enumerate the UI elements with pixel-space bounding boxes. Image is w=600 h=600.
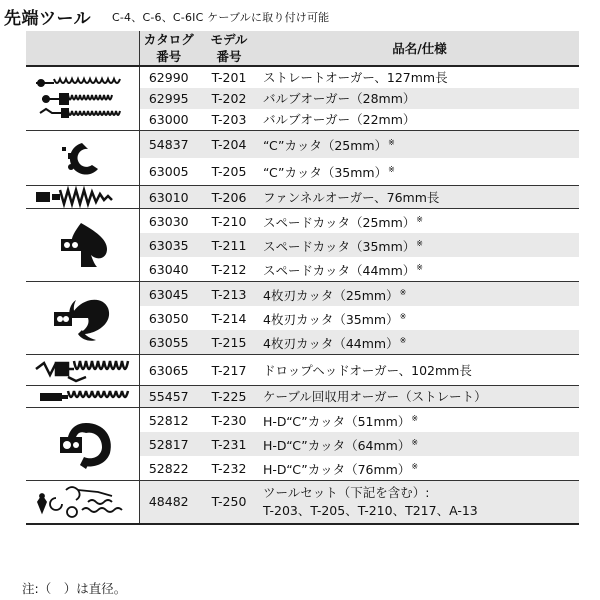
model-number: T-206 [198, 186, 260, 209]
table-row [26, 386, 579, 408]
note-mark: ※ [411, 414, 419, 423]
description-text: ケーブル回収用オーガー（ストレート） [263, 389, 487, 404]
description-text: “C”カッタ（35mm） [263, 165, 388, 180]
c-cutter-icon [26, 137, 139, 179]
table-row [26, 355, 579, 386]
description-text: バルブオーガー（22mm） [263, 112, 416, 127]
product-description [260, 131, 579, 159]
model-number: T-230 [198, 408, 260, 433]
note-mark: ※ [411, 438, 419, 447]
note-mark: ※ [416, 239, 423, 248]
note-mark: ※ [388, 138, 395, 147]
table-row [26, 282, 579, 307]
product-description [260, 456, 579, 481]
product-image-cell [26, 209, 139, 282]
table-row [26, 66, 579, 88]
catalog-number: 54837 [139, 131, 198, 159]
product-description [260, 209, 579, 234]
product-description [260, 257, 579, 282]
product-image-cell [26, 186, 139, 209]
description-text: ファンネルオーガー、76mm長 [263, 189, 440, 205]
page-subtitle: C-4、C-6、C-6IC ケーブルに取り付け可能 [112, 11, 330, 24]
description-text: スペードカッタ（44mm） [263, 263, 416, 278]
four-blade-cutter-icon [26, 290, 139, 346]
product-description [260, 432, 579, 456]
description-text: ドロップヘッドオーガー、102mm長 [263, 362, 472, 378]
model-number: T-217 [198, 355, 260, 386]
straight-auger-icon [26, 73, 139, 125]
note-mark: ※ [399, 312, 407, 321]
model-number: T-231 [198, 432, 260, 456]
catalog-number: 63005 [148, 163, 189, 179]
catalog-number: 62995 [139, 88, 198, 109]
drop-head-auger-icon [26, 355, 139, 385]
catalog-number: 52812 [139, 408, 198, 433]
catalog-number: 62990 [139, 66, 198, 88]
product-description [260, 66, 579, 88]
model-number: T-225 [198, 386, 260, 408]
product-image-cell [26, 131, 139, 186]
description-text: H-D“C”カッタ（76mm） [263, 462, 411, 477]
model-number: T-211 [198, 233, 260, 257]
catalog-number: 63055 [139, 330, 198, 355]
note-mark: ※ [399, 288, 407, 297]
description-text-line2: T-203、T-205、T-210、T217、A-13 [263, 503, 478, 518]
catalog-number: 63035 [139, 233, 198, 257]
description-text: 4枚刃カッタ（44mm） [263, 336, 399, 351]
product-description [260, 158, 579, 186]
model-number: T-204 [198, 131, 260, 159]
description-text: 4枚刃カッタ（25mm） [263, 288, 399, 303]
product-description [260, 306, 579, 330]
product-description [260, 186, 579, 209]
product-description [260, 233, 579, 257]
catalog-number: 55457 [139, 386, 198, 408]
model-number: T-250 [198, 481, 260, 525]
footnote: 注:（ ）は直径。 [22, 581, 127, 596]
note-mark: ※ [388, 165, 395, 174]
model-number: T-203 [211, 112, 247, 127]
description-text: ツールセット（下記を含む）: [263, 485, 430, 500]
product-table [26, 31, 579, 525]
model-number: T-213 [198, 282, 260, 307]
table-row [26, 481, 579, 525]
catalog-number: 48482 [139, 481, 198, 525]
hd-c-cutter-icon [26, 415, 139, 473]
product-image-cell [26, 481, 139, 525]
model-number: T-232 [211, 460, 247, 476]
spade-cutter-icon [26, 217, 139, 273]
catalog-number: 63000 [148, 112, 189, 127]
retrieval-auger-icon [26, 388, 139, 406]
catalog-number: 63045 [139, 282, 198, 307]
product-description [260, 481, 579, 525]
note-mark: ※ [399, 336, 407, 345]
header-image-cell [26, 31, 139, 66]
header-catalog: カタログ 番号 [139, 31, 198, 66]
model-number: T-201 [198, 66, 260, 88]
page-title: 先端ツール [4, 9, 92, 29]
catalog-number: 63065 [139, 355, 198, 386]
note-mark: ※ [411, 462, 419, 471]
header-model: モデル 番号 [198, 31, 260, 66]
table-row [26, 209, 579, 234]
table-row [26, 131, 579, 159]
tool-set-icon [26, 482, 139, 522]
product-description [260, 88, 579, 109]
model-number: T-202 [198, 88, 260, 109]
note-mark: ※ [416, 263, 423, 272]
catalog-number: 63040 [148, 261, 189, 277]
catalog-number: 63010 [139, 186, 198, 209]
description-text: 4枚刃カッタ（35mm） [263, 312, 399, 327]
description-text: “C”カッタ（25mm） [263, 138, 388, 153]
model-number: T-210 [198, 209, 260, 234]
description-text: H-D“C”カッタ（64mm） [263, 438, 411, 453]
product-image-cell [26, 282, 139, 355]
description-text: スペードカッタ（25mm） [263, 215, 416, 230]
note-mark: ※ [416, 215, 423, 224]
model-number: T-215 [198, 330, 260, 355]
product-image-cell [26, 66, 139, 131]
funnel-auger-icon [26, 186, 139, 208]
product-image-cell [26, 408, 139, 481]
product-image-cell [26, 355, 139, 386]
description-text: バルブオーガー（28mm） [263, 91, 416, 106]
product-description [260, 282, 579, 307]
product-description [260, 330, 579, 355]
catalog-number: 52822 [148, 460, 189, 476]
catalog-number: 63050 [148, 310, 189, 326]
description-text: ストレートオーガー、127mm長 [263, 70, 448, 85]
catalog-number: 63030 [139, 209, 198, 234]
header-description: 品名/仕様 [260, 31, 579, 66]
description-text: H-D“C”カッタ（51mm） [263, 414, 411, 429]
table-row [26, 408, 579, 433]
model-number: T-214 [211, 310, 247, 326]
catalog-number: 52817 [139, 432, 198, 456]
description-text: スペードカッタ（35mm） [263, 239, 416, 254]
model-number: T-205 [211, 163, 247, 179]
table-row [26, 186, 579, 209]
table-header-row [26, 31, 579, 66]
product-description [260, 408, 579, 433]
product-image-cell [26, 386, 139, 408]
product-description [260, 109, 579, 131]
model-number: T-212 [211, 261, 247, 277]
product-description [260, 386, 579, 408]
product-description [260, 355, 579, 386]
